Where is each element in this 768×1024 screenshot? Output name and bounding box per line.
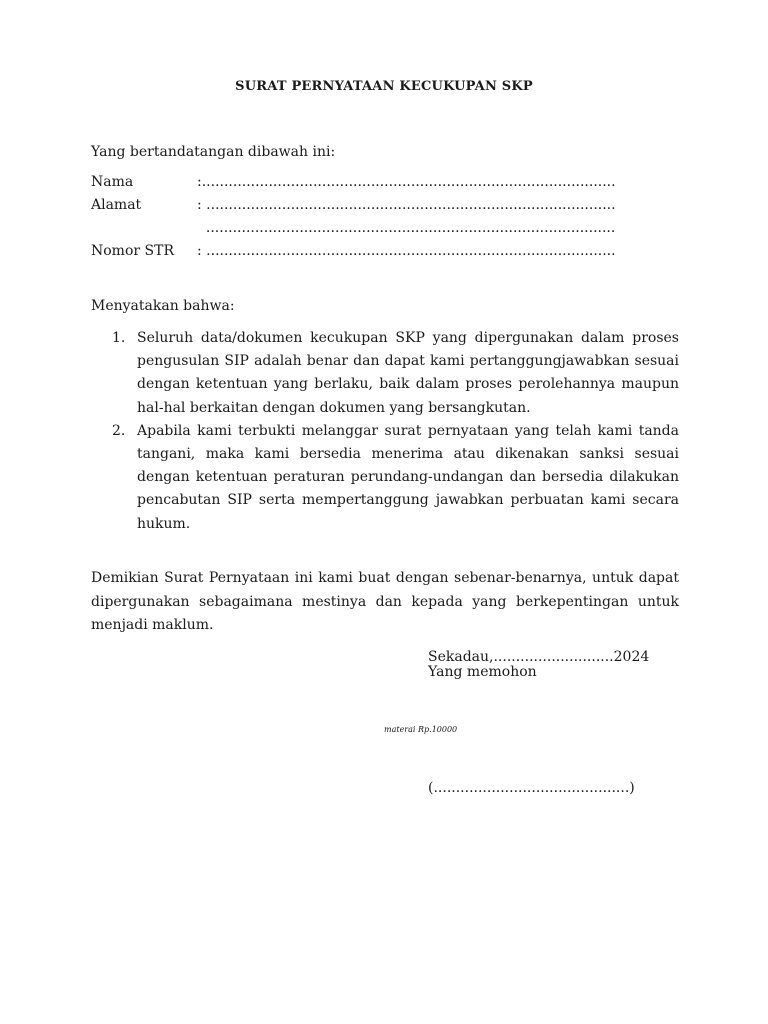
field-label: Alamat (91, 197, 142, 213)
field-value-line: : ............................................................................................ (197, 197, 616, 213)
field-nomor-str (91, 240, 679, 263)
document-title: SURAT PERNYATAAN KECUKUPAN SKP (235, 79, 533, 94)
field-alamat-continuation (91, 217, 679, 240)
field-alamat (91, 194, 679, 217)
closing-paragraph: Demikian Surat Pernyataan ini kami buat dengan sebenar-benarnya, untuk dapat dipergunakan sebagaimana mestinya dan kepada yang berkepentingan untuk menjadi maklum. (91, 570, 679, 633)
place-date: Sekadau,...........................2024 (428, 649, 650, 665)
list-item-text: Seluruh data/dokumen kecukupan SKP yang dipergunakan dalam proses pengusulan SIP adalah benar dan dapat kami pertanggungjawabkan sesuai dengan ketentuan yang berlaku, baik dalam proses perolehannya maupun hal-hal berkaitan dengan dokumen yang bersangkutan. (137, 330, 679, 416)
intro-text: Yang bertandatangan dibawah ini: (91, 144, 336, 160)
list-item (91, 420, 679, 536)
signature-placeholder: (............................................) (428, 780, 635, 796)
field-value-line: :............................................................................................. (197, 174, 616, 190)
requester-label: Yang memohon (428, 664, 537, 680)
field-value-line: : ............................................................................................ (197, 243, 616, 259)
list-item-number: 1. (112, 330, 126, 346)
stamp-note: materai Rp.10000 (384, 725, 458, 734)
statement-list (91, 327, 679, 536)
field-label: Nama (91, 174, 134, 190)
field-value-line: ............................................................................................ (197, 220, 616, 236)
list-item-text: Apabila kami terbukti melanggar surat pernyataan yang telah kami tanda tangani, maka kami bersedia menerima atau dikenakan sanksi sesuai dengan ketentuan peraturan perundang-undangan dan bersedia dilakukan pencabutan SIP serta mempertanggung jawabkan perbuatan kami secara hukum. (137, 422, 679, 532)
list-item-number: 2. (112, 422, 126, 439)
field-label: Nomor STR (91, 243, 174, 259)
declaration-intro: Menyatakan bahwa: (91, 298, 235, 314)
field-nama (91, 171, 679, 194)
list-item (91, 327, 679, 420)
